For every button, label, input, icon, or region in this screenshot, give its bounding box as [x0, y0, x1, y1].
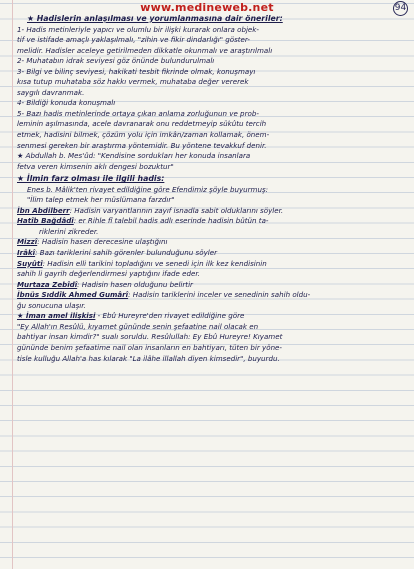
scholar-line: [17, 237, 407, 248]
hadis-quote: "Ey Allah'ın Resûlü, kıyamet gününde senin şefaatine nail olacak en: [17, 321, 259, 331]
note-line: melidir. Hadisler aceleye getirilmeden dikkatle okunmalı ve araştırılmalı: [17, 45, 273, 55]
scholar-view: : Hadisin elli tarikini topladığını ve senedi için ilk kez kendisinin: [42, 258, 267, 268]
scholar-view: : Hadisin hasen derecesine ulaştığını: [37, 237, 168, 247]
scholar-view: : er Rihle fî talebil hadis adlı eserinde hadisin bütün ta-: [73, 216, 269, 226]
scholar-view: : Hadisin varyantlarının zayıf isnadla sabit olduklarını söyler.: [69, 205, 284, 215]
note-line: 4- Bildiği konuda konuşmalı: [17, 98, 116, 108]
note-line: tif ve istifade amaçlı yaklaşılmalı, "zihin ve fikir dindarlığı" göster-: [17, 35, 250, 45]
watermark-url: www.medineweb.net: [140, 1, 274, 14]
quote-line: ★ Abdullah b. Mes'ûd: "Kendisine sordukları her konuda insanlara: [17, 151, 251, 161]
section-line-iman-amel: [17, 311, 407, 322]
margin-line: [12, 0, 13, 569]
section-heading-ilim-farz: ★ İlmin farz olması ile ilgili hadis:: [17, 174, 165, 184]
handwritten-notes: [17, 14, 407, 364]
note-text: - Ebû Hureyre'den rivayet edildiğine göre: [97, 311, 245, 321]
quote-line: fetva veren kimsenin aklı dengesi bozuktur": [17, 161, 174, 171]
note-line: 5- Bazı hadis metinlerinde ortaya çıkan anlama zorluğunun ve prob-: [17, 108, 259, 118]
scholar-name: İbn Abdilberr: [17, 205, 70, 215]
scholar-view: : Hadisin hasen olduğunu belirtir: [77, 279, 193, 289]
scholar-name: Murtaza Zebîdî: [17, 279, 78, 289]
note-line: senmesi gereken bir araştırma yöntemidir. Bu yöntene tevakkuf denir.: [17, 140, 267, 150]
scholar-view: : Hadisin tariklerini inceler ve senedinin sahih oldu-: [128, 290, 311, 300]
section-heading-iman-amel: ★ İman amel ilişkisi: [17, 311, 96, 321]
hadis-quote: tisle kulluğu Allah'a has kılarak "La ilâhe illallah diyen kimsedir", buyurdu.: [17, 353, 280, 363]
hadis-quote: gününde benim şefaatime nail olan insanların en bahtiyarı, tüten bir yöne-: [17, 342, 282, 352]
scholar-line: [17, 216, 407, 227]
scholar-name: Hatîb Bağdâdî: [17, 216, 74, 226]
scholar-name: Suyûtî: [17, 258, 43, 268]
scholar-name: Irâkî: [17, 248, 36, 258]
note-line: sahih li gayrih değerlendirmesi yaptığını ifade eder.: [17, 269, 200, 279]
hadis-quote: "İlim talep etmek her müslümana farzdır": [27, 195, 175, 205]
scholar-name: İbnüs Sıddîk Ahmed Gumârî: [17, 290, 129, 300]
scholar-name: Mizzî: [17, 237, 38, 247]
note-line: 3- Bilgi ve bilinç seviyesi, hakikati tesbit fikrinde olmak, konuşmayı: [17, 66, 256, 76]
note-line: ğu sonucuna ulaşır.: [17, 300, 86, 310]
section-heading-hadis-yorum: ★ Hadislerin anlaşılması ve yorumlanmasına dair öneriler:: [27, 14, 283, 23]
note-line: leminin aşılmasında, acele davranarak onu reddetmeyip sükûtu tercih: [17, 119, 267, 129]
scholar-view: : Bazı tariklerini sahih görenler bulunduğunu söyler: [35, 248, 218, 258]
note-line: Enes b. Mâlik'ten rivayet edildiğine göre Efendimiz şöyle buyurmuş:: [27, 184, 269, 194]
scholar-line: [17, 248, 407, 259]
note-line: riklerini zikreder.: [39, 226, 99, 236]
note-line: saygılı davranmak.: [17, 87, 85, 97]
scholar-line: [17, 290, 407, 301]
note-line: 2- Muhatabın idrak seviyesi göz önünde bulundurulmalı: [17, 56, 215, 66]
scholar-line: [17, 259, 407, 270]
scholar-line: [17, 280, 407, 291]
note-line: kısa tutup muhataba söz hakkı vermek, muhataba değer vererek: [17, 77, 249, 87]
hadis-quote: bahtiyar insan kimdir?" sualı soruldu. Resûlullah: Ey Ebû Hureyre! Kıyamet: [17, 332, 283, 342]
page-number: 94: [393, 1, 408, 16]
note-line: 1- Hadis metinleriyle yapıcı ve olumlu bir ilişki kurarak onlara objek-: [17, 24, 259, 34]
note-line: etmek, hadisini bilmek, çözüm yolu için imkân/zaman kollamak, önem-: [17, 130, 270, 140]
scholar-line: [17, 206, 407, 217]
